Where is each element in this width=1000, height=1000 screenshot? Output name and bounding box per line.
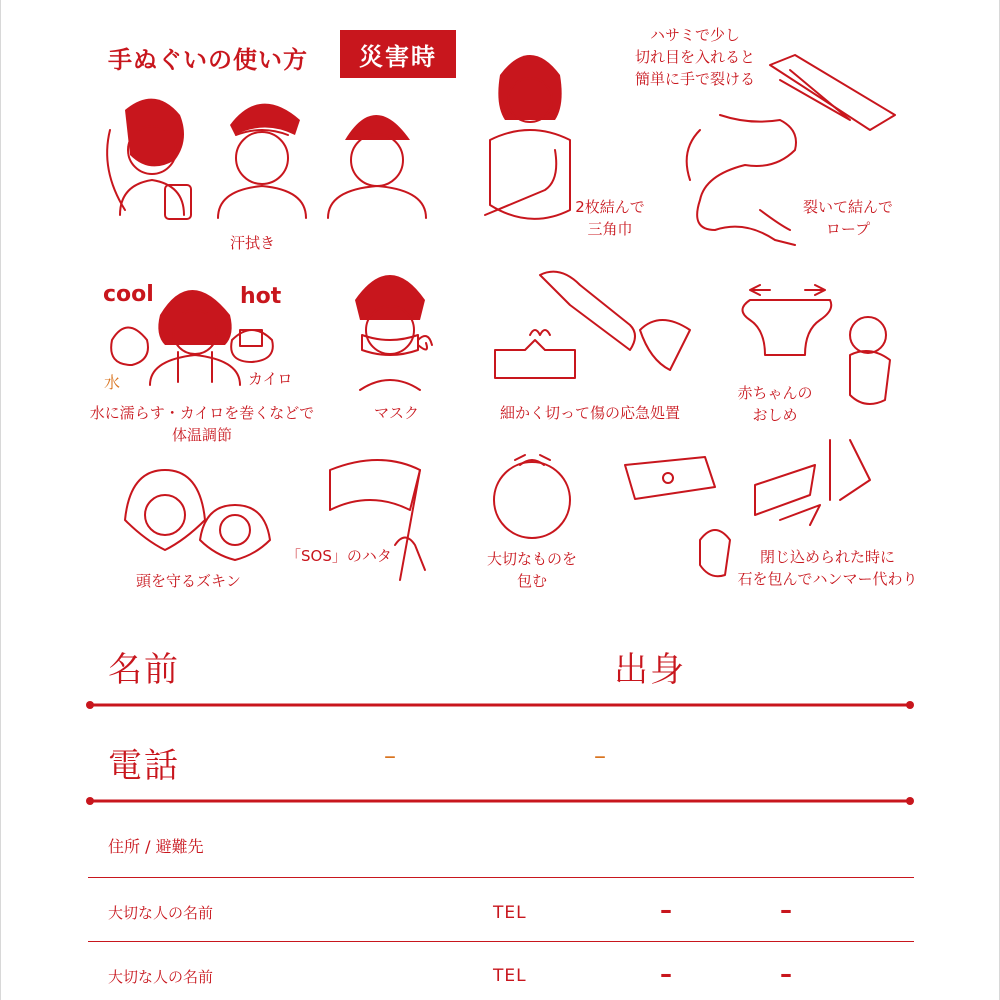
mask-caption: マスク <box>374 404 420 422</box>
flag-caption: 「SOS」のハタ <box>286 547 392 565</box>
sling-person-icon <box>485 55 570 219</box>
diaper-caption: 赤ちゃんの おしめ <box>737 384 813 424</box>
contact-dash-2a: – <box>660 960 672 988</box>
phone-dash-1: – <box>384 742 396 770</box>
page-title: 手ぬぐいの使い方 <box>108 46 308 74</box>
contact-tel-label-2: TEL <box>493 966 527 986</box>
headband-person-icon <box>218 104 306 218</box>
mask-person-icon <box>355 275 432 390</box>
contact-name-label-1: 大切な人の名前 <box>108 904 214 922</box>
disaster-badge: 災害時 <box>340 30 456 78</box>
hammer-caption: 閉じ込められた時に 石を包んでハンマー代わり <box>737 548 918 588</box>
contact-dash-1a: – <box>660 896 672 924</box>
tear-caption: ハサミで少し 切れ目を入れると 簡単に手で裂ける <box>634 26 755 88</box>
rope-icon <box>687 115 796 245</box>
first-aid-caption: 細かく切って傷の応急処置 <box>500 404 681 422</box>
contact-dash-1b: – <box>780 896 792 924</box>
torn-cloth-icon <box>770 55 895 130</box>
hot-label: hot <box>240 284 282 309</box>
bandana-person-icon <box>328 115 426 218</box>
rope-caption: 裂いて結んで ロープ <box>802 198 893 238</box>
contact-dash-2b: – <box>780 960 792 988</box>
address-label: 住所 / 避難先 <box>108 837 204 856</box>
contact-tel-label-1: TEL <box>493 903 527 923</box>
kairo-label: カイロ <box>248 370 293 388</box>
hood-people-icon <box>125 470 270 560</box>
sweat-wipe-person-icon <box>107 99 191 219</box>
wrap-caption: 大切なものを 包む <box>486 550 577 590</box>
phone-label: 電話 <box>108 746 180 786</box>
name-label: 名前 <box>108 650 180 690</box>
sling-caption: 2枚結んで 三角巾 <box>575 198 645 238</box>
bandage-hand-icon <box>495 272 690 378</box>
phone-dash-2: – <box>594 742 606 770</box>
cool-label: cool <box>103 282 154 307</box>
address-line <box>88 877 914 878</box>
origin-label: 出身 <box>614 650 686 690</box>
contact-name-label-2: 大切な人の名前 <box>108 968 214 986</box>
hood-caption: 頭を守るズキン <box>136 572 241 590</box>
water-label: 水 <box>104 373 121 392</box>
temperature-caption: 水に濡らす・カイロを巻くなどで 体温調節 <box>89 404 315 444</box>
sweat-caption: 汗拭き <box>230 234 276 252</box>
wrapped-bundle-icon <box>494 455 570 538</box>
contact-line-1 <box>88 941 914 942</box>
